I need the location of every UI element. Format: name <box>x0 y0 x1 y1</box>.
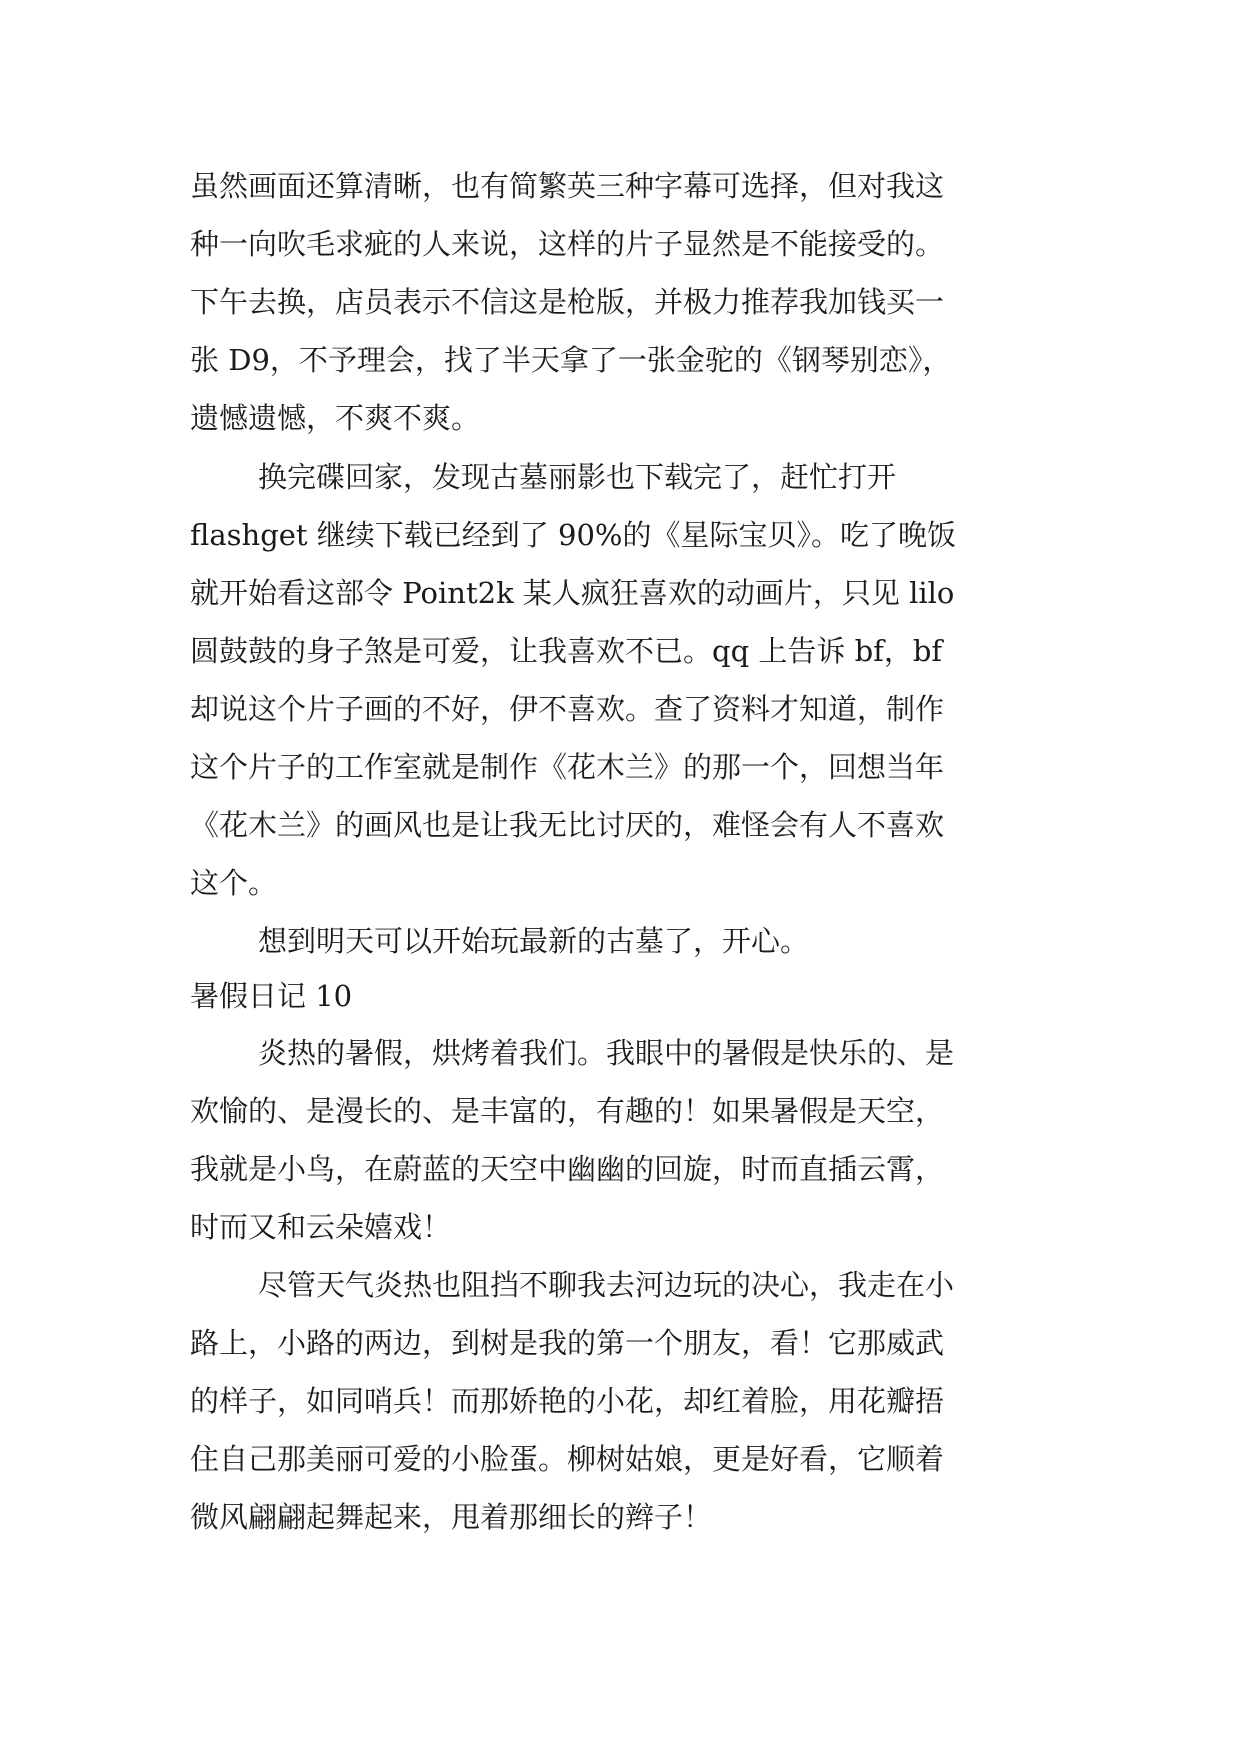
text-line: 就开始看这部令 Point2k 某人疯狂喜欢的动画片，只见 lilo <box>190 576 955 610</box>
text-line: flashget 继续下载已经到了 90%的《星际宝贝》。吃了晚饭 <box>190 518 956 552</box>
text-line: 时而又和云朵嬉戏！ <box>190 1210 452 1244</box>
text-line: 的样子，如同哨兵！而那娇艳的小花，却红着脸，用花瓣捂 <box>190 1384 945 1418</box>
text-line: 我就是小鸟，在蔚蓝的天空中幽幽的回旋，时而直插云霄， <box>190 1152 945 1186</box>
text-line: 欢愉的、是漫长的、是丰富的，有趣的！如果暑假是天空， <box>190 1094 945 1128</box>
text-line: 遗憾遗憾，不爽不爽。 <box>190 401 481 435</box>
text-line: 微风翩翩起舞起来，甩着那细长的辫子！ <box>190 1500 713 1534</box>
text-line: 虽然画面还算清晰，也有简繁英三种字幕可选择，但对我这 <box>190 169 945 203</box>
text-line: 路上，小路的两边，到树是我的第一个朋友，看！它那威武 <box>190 1326 945 1360</box>
text-line: 这个片子的工作室就是制作《花木兰》的那一个，回想当年 <box>190 750 945 784</box>
text-line: 下午去换，店员表示不信这是枪版，并极力推荐我加钱买一 <box>190 285 945 319</box>
paragraph-first-line: 换完碟回家，发现古墓丽影也下载完了，赶忙打开 <box>258 460 897 494</box>
text-line: 这个。 <box>190 866 278 900</box>
text-line: 却说这个片子画的不好，伊不喜欢。查了资料才知道，制作 <box>190 692 945 726</box>
text-line: 《花木兰》的画风也是让我无比讨厌的，难怪会有人不喜欢 <box>190 808 945 842</box>
text-line: 住自己那美丽可爱的小脸蛋。柳树姑娘，更是好看，它顺着 <box>190 1442 945 1476</box>
text-line: 圆鼓鼓的身子煞是可爱，让我喜欢不已。qq 上告诉 bf，bf <box>190 634 943 668</box>
paragraph-first-line: 炎热的暑假，烘烤着我们。我眼中的暑假是快乐的、是 <box>258 1036 955 1070</box>
paragraph-first-line: 想到明天可以开始玩最新的古墓了，开心。 <box>258 924 810 958</box>
paragraph-first-line: 尽管天气炎热也阻挡不聊我去河边玩的决心，我走在小 <box>258 1268 955 1302</box>
text-line: 张 D9，不予理会，找了半天拿了一张金驼的《钢琴别恋》， <box>190 343 952 377</box>
text-line: 种一向吹毛求疵的人来说，这样的片子显然是不能接受的。 <box>190 227 945 261</box>
section-heading: 暑假日记 10 <box>190 979 353 1013</box>
